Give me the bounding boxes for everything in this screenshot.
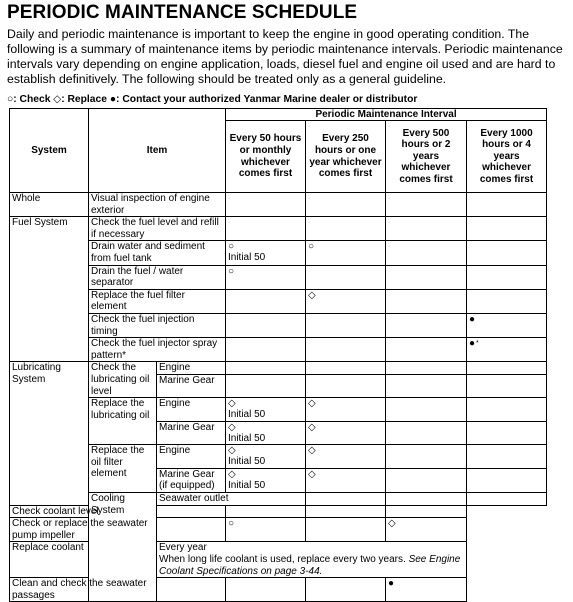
asterisk-mark: *	[476, 340, 479, 348]
table-row	[10, 505, 547, 518]
item-cell: Check or replace the seawater pump impeller	[10, 518, 157, 542]
system-cell: Cooling System	[89, 493, 157, 602]
item-cell: Check the fuel injection timing	[89, 313, 226, 337]
replace-diamond-icon: ◇	[308, 421, 316, 433]
subitem-cell: Marine Gear	[157, 421, 226, 445]
table-row	[10, 578, 547, 602]
subitem-cell: Engine	[157, 445, 226, 469]
maintenance-schedule-table	[9, 108, 547, 602]
coolant-note-cell	[157, 542, 467, 578]
table-row	[10, 338, 547, 362]
table-row	[10, 362, 547, 375]
header-system: System	[10, 109, 89, 193]
initial-50-label: Initial 50	[228, 409, 266, 421]
item-cell: Visual inspection of engine exterior	[89, 193, 226, 217]
system-cell: Lubricating System	[10, 362, 89, 505]
dealer-dot-icon: ●	[469, 313, 476, 325]
table-row	[10, 542, 547, 578]
subitem-cell: Marine Gear (if equipped)	[157, 468, 226, 492]
system-cell: Whole	[10, 193, 89, 217]
header-interval-50: Every 50 hours or monthly whichever comes first	[226, 121, 306, 193]
replace-diamond-icon: ◇	[228, 421, 236, 433]
replace-diamond-icon: ◇	[308, 289, 316, 301]
coolant-note-reference: See Engine Coolant Specifications on page 3-44.	[159, 554, 461, 577]
replace-diamond-icon: ◇	[308, 468, 316, 480]
item-cell: Replace the fuel filter element	[89, 289, 226, 313]
header-periodic-interval: Periodic Maintenance Interval	[226, 109, 547, 121]
coolant-note-line1: Every year	[159, 542, 207, 554]
header-interval-250: Every 250 hours or one year whichever comes first	[306, 121, 386, 193]
header-item: Item	[89, 109, 226, 193]
replace-diamond-icon: ◇	[388, 518, 396, 530]
dealer-dot-icon: ●	[388, 578, 395, 590]
header-interval-1000: Every 1000 hours or 4 years whichever comes first	[467, 121, 547, 193]
item-cell: Drain the fuel / water separator	[89, 265, 226, 289]
initial-50-label: Initial 50	[228, 456, 266, 468]
initial-50-label: Initial 50	[228, 479, 266, 491]
check-circle-icon: ○	[308, 241, 315, 253]
replace-diamond-icon: ◇	[228, 445, 236, 457]
table-row	[10, 518, 547, 542]
table-row	[10, 241, 547, 265]
item-cell: Check the fuel injector spray pattern*	[89, 338, 226, 362]
initial-50-label: Initial 50	[228, 252, 266, 264]
item-cell: Replace the lubricating oil	[89, 398, 157, 445]
subitem-cell: Marine Gear	[157, 375, 226, 398]
replace-diamond-icon: ◇	[308, 445, 316, 457]
replace-diamond-icon: ◇	[308, 398, 316, 410]
page-title: PERIODIC MAINTENANCE SCHEDULE	[7, 2, 358, 23]
table-row	[10, 265, 547, 289]
item-cell: Check coolant level	[10, 505, 157, 518]
table-row	[10, 493, 547, 506]
table-row	[10, 313, 547, 337]
system-cell: Fuel System	[10, 217, 89, 362]
table-row	[10, 217, 547, 241]
table-row	[10, 289, 547, 313]
table-row	[10, 193, 547, 217]
subitem-cell: Engine	[157, 398, 226, 422]
item-cell: Drain water and sediment from fuel tank	[89, 241, 226, 265]
table-row	[10, 445, 547, 469]
subitem-cell: Engine	[157, 362, 226, 375]
coolant-note-line2: When long life coolant is used, replace every two years.	[159, 554, 406, 566]
item-cell: Replace coolant	[10, 542, 157, 578]
dealer-dot-icon: ●	[469, 338, 476, 350]
intro-paragraph: Daily and periodic maintenance is important to keep the engine in good operating condition. The following is a summary of maintenance items by periodic maintenance intervals. Periodic maintenance intervals vary depending on engine application, loads, diesel fuel and engine oil used and are hard to establish definitively. The following should be treated only as a general guideline.	[7, 27, 563, 86]
table-row	[10, 398, 547, 422]
initial-50-label: Initial 50	[228, 432, 266, 444]
header-interval-500: Every 500 hours or 2 years whichever comes first	[386, 121, 467, 193]
header-row-1	[10, 109, 547, 121]
replace-diamond-icon: ◇	[228, 468, 236, 480]
check-circle-icon: ○	[228, 265, 235, 277]
item-cell: Replace the oil filter element	[89, 445, 157, 493]
item-cell: Clean and check the seawater passages	[10, 578, 157, 602]
item-cell: Seawater outlet	[157, 493, 306, 506]
check-circle-icon: ○	[228, 241, 235, 253]
replace-diamond-icon: ◇	[228, 398, 236, 410]
item-cell: Check the lubricating oil level	[89, 362, 157, 398]
item-cell: Check the fuel level and refill if necessary	[89, 217, 226, 241]
symbol-legend: ○: Check ◇: Replace ●: Contact your authorized Yanmar Marine dealer or distributor	[7, 94, 418, 105]
check-circle-icon: ○	[228, 518, 235, 530]
